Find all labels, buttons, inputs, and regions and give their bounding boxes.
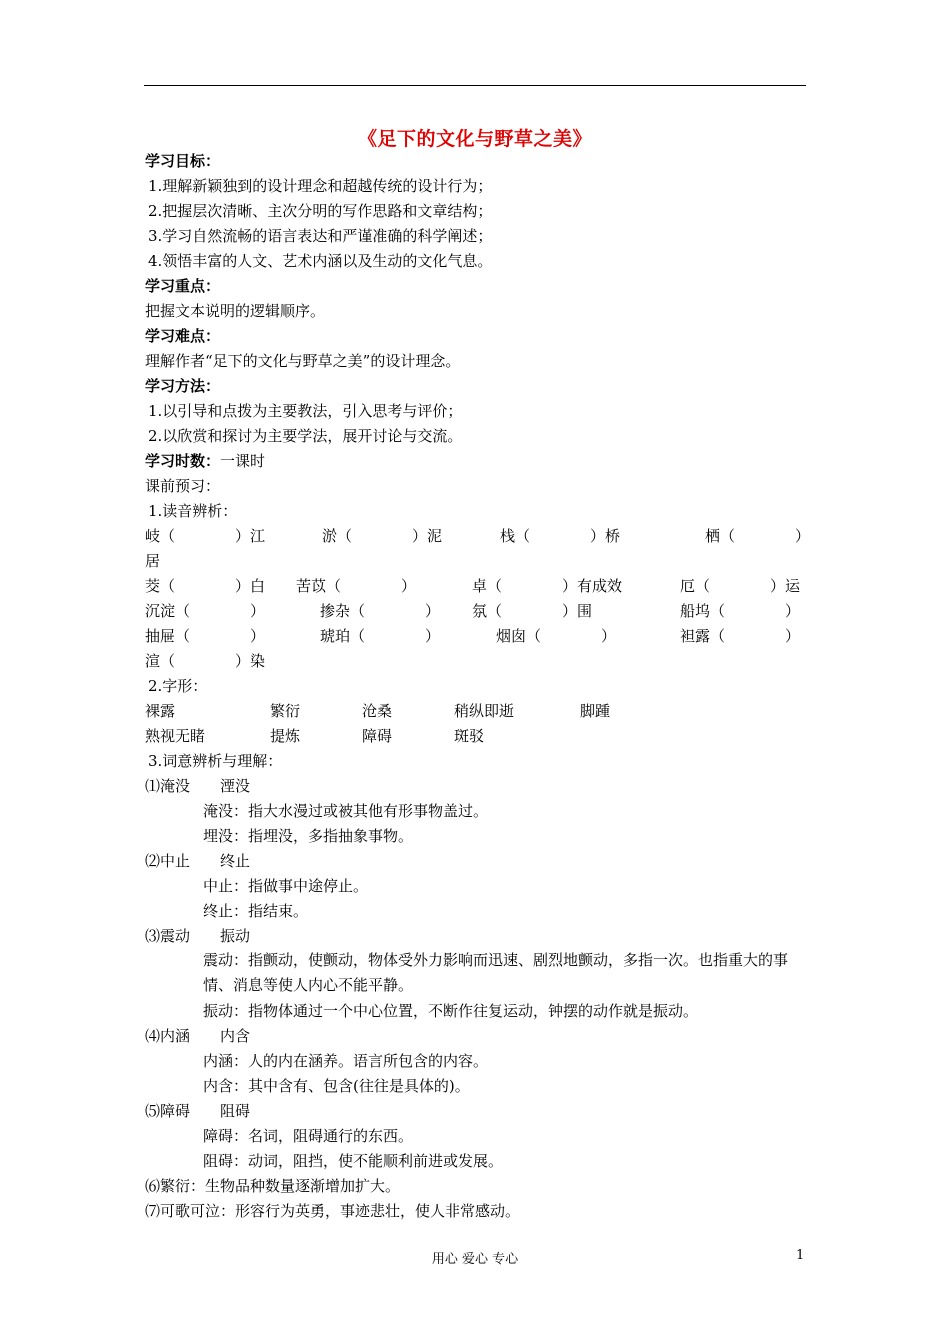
pronunciation-item: 船坞（ ） bbox=[680, 602, 801, 620]
page-number: 1 bbox=[796, 1248, 805, 1263]
preview-heading: 课前预习： bbox=[145, 477, 221, 495]
meaning-definition: 阻碍：动词，阻挡，使不能顺利前进或发展。 bbox=[203, 1152, 504, 1170]
glyphs-heading: 2.字形： bbox=[148, 677, 208, 695]
pronunciation-item: 岐（ ）江 bbox=[145, 527, 266, 545]
pronunciation-heading: 1.读音辨析： bbox=[148, 502, 238, 520]
objective-item: 3.学习自然流畅的语言表达和严谨准确的科学阐述； bbox=[148, 227, 493, 245]
pronunciation-item: 栖（ ） bbox=[705, 527, 811, 545]
focus-heading: 学习重点： bbox=[145, 277, 221, 295]
glyph-item: 斑驳 bbox=[454, 727, 485, 745]
objective-item: 1.理解新颖独到的设计理念和超越传统的设计行为； bbox=[148, 177, 493, 195]
pronunciation-item: 掺杂（ ） bbox=[320, 602, 441, 620]
pronunciation-item: 抽屉（ ） bbox=[145, 627, 266, 645]
meaning-definition: 淹没：指大水漫过或被其他有形事物盖过。 bbox=[203, 802, 489, 820]
meaning-pair-label: ⑶震动 振动 bbox=[145, 927, 251, 945]
meaning-definition: 内涵：人的内在涵养。语言所包含的内容。 bbox=[203, 1052, 489, 1070]
meaning-definition: 中止：指做事中途停止。 bbox=[203, 877, 369, 895]
method-item: 2.以欣赏和探讨为主要学法，展开讨论与交流。 bbox=[148, 427, 463, 445]
meaning-definition: 障碍：名词，阻碍通行的东西。 bbox=[203, 1127, 414, 1145]
meaning-pair-label: ⑸障碍 阻碍 bbox=[145, 1102, 251, 1120]
meaning-definition: 埋没：指埋没，多指抽象事物。 bbox=[203, 827, 414, 845]
pronunciation-item: 氛（ ）围 bbox=[472, 602, 593, 620]
glyph-item: 裸露 bbox=[145, 702, 176, 720]
methods-heading: 学习方法： bbox=[145, 377, 221, 395]
pronunciation-item: 烟囱（ ） bbox=[496, 627, 617, 645]
meaning-item: ⑺可歌可泣：形容行为英勇，事迹悲壮，使人非常感动。 bbox=[145, 1202, 521, 1220]
pronunciation-item: 居 bbox=[145, 552, 161, 570]
glyph-item: 稍纵即逝 bbox=[454, 702, 515, 720]
pronunciation-item: 淤（ ）泥 bbox=[322, 527, 443, 545]
meaning-pair-label: ⑷内涵 内含 bbox=[145, 1027, 251, 1045]
pronunciation-item: 卓（ ）有成效 bbox=[472, 577, 623, 595]
glyph-item: 脚踵 bbox=[580, 702, 611, 720]
difficulty-heading: 学习难点： bbox=[145, 327, 221, 345]
pronunciation-item: 苦苡（ ） bbox=[296, 577, 417, 595]
meaning-definition: 内含：其中含有、包含(往往是具体的)。 bbox=[203, 1077, 470, 1095]
pronunciation-item: 栈（ ）桥 bbox=[500, 527, 621, 545]
hours-line bbox=[145, 451, 265, 471]
glyph-item: 提炼 bbox=[270, 727, 301, 745]
glyph-item: 繁衍 bbox=[270, 702, 301, 720]
meanings-heading: 3.词意辨析与理解： bbox=[148, 752, 283, 770]
hours-heading: 学习时数： bbox=[145, 452, 221, 470]
method-item: 1.以引导和点拨为主要教法，引入思考与评价； bbox=[148, 402, 463, 420]
meaning-definition-wrapped bbox=[145, 948, 809, 998]
meaning-pair-label: ⑵中止 终止 bbox=[145, 852, 251, 870]
pronunciation-item: 渲（ ）染 bbox=[145, 652, 266, 670]
pronunciation-item: 沉淀（ ） bbox=[145, 602, 266, 620]
glyph-item: 熟视无睹 bbox=[145, 727, 206, 745]
focus-text: 把握文本说明的逻辑顺序。 bbox=[145, 302, 326, 320]
objective-item: 2.把握层次清晰、主次分明的写作思路和文章结构； bbox=[148, 202, 493, 220]
pronunciation-item: 厄（ ）运 bbox=[680, 577, 801, 595]
meaning-definition: 终止：指结束。 bbox=[203, 902, 309, 920]
hours-value: 一课时 bbox=[220, 452, 266, 470]
meaning-definition: 震动：指颤动，使颤动，物体受外力影响而迅速、剧烈地颤动，多指一次。也指重大的事情、消息等使人内心不能平静。 bbox=[203, 951, 789, 994]
objective-item: 4.领悟丰富的人文、艺术内涵以及生动的文化气息。 bbox=[148, 252, 493, 270]
header-rule bbox=[144, 85, 806, 86]
glyph-item: 障碍 bbox=[362, 727, 393, 745]
meaning-pair-label: ⑴淹没 湮没 bbox=[145, 777, 251, 795]
glyph-item: 沧桑 bbox=[362, 702, 393, 720]
document-title: 《足下的文化与野草之美》 bbox=[357, 128, 592, 150]
difficulty-text: 理解作者“足下的文化与野草之美”的设计理念。 bbox=[145, 352, 461, 370]
meaning-definition: 振动：指物体通过一个中心位置，不断作往复运动，钟摆的动作就是振动。 bbox=[203, 1002, 699, 1020]
pronunciation-item: 茭（ ）白 bbox=[145, 577, 266, 595]
footer-text: 用心 爱心 专心 bbox=[431, 1252, 519, 1267]
meaning-item: ⑹繁衍：生物品种数量逐渐增加扩大。 bbox=[145, 1177, 401, 1195]
pronunciation-item: 琥珀（ ） bbox=[320, 627, 441, 645]
pronunciation-item: 袒露（ ） bbox=[680, 627, 801, 645]
objectives-heading: 学习目标： bbox=[145, 152, 221, 170]
